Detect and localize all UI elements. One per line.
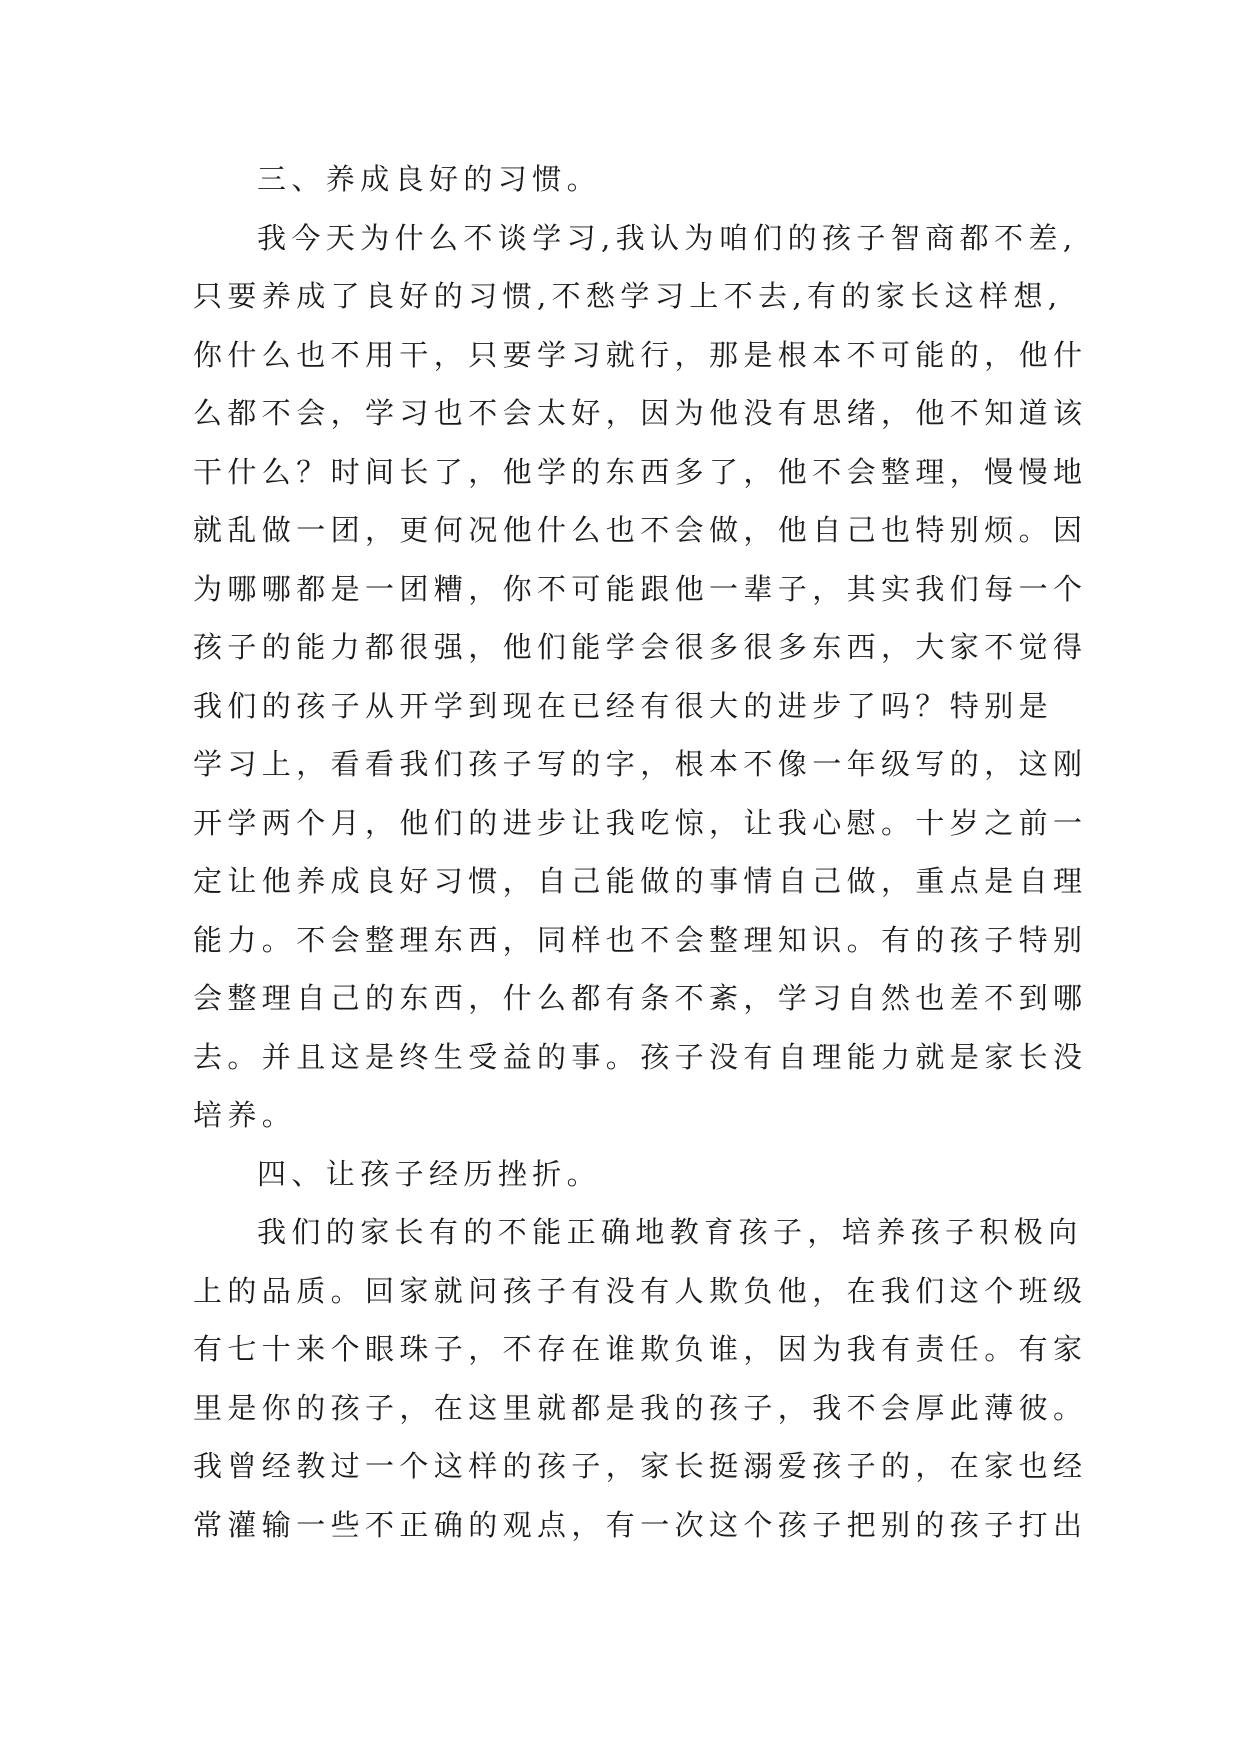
paragraph-line: 你什么也不用干，只要学习就行，那是根本不可能的，他什 xyxy=(193,337,1088,372)
paragraph-line: 有七十来个眼珠子，不存在谁欺负谁，因为我有责任。有家 xyxy=(193,1332,1088,1366)
paragraph-line: 为哪哪都是一团糟，你不可能跟他一辈子，其实我们每一个 xyxy=(193,571,1088,606)
paragraph-line: 我今天为什么不谈学习,我认为咱们的孩子智商都不差, xyxy=(257,220,1078,255)
paragraph-line: 干什么？时间长了，他学的东西多了，他不会整理，慢慢地 xyxy=(193,454,1088,489)
section-heading-4: 四、让孩子经历挫折。 xyxy=(257,1156,602,1191)
paragraph-line: 我们的孩子从开学到现在已经有很大的进步了吗？特别是 xyxy=(193,688,1054,723)
paragraph-line: 培养。 xyxy=(193,1098,297,1132)
paragraph-line: 只要养成了良好的习惯,不愁学习上不去,有的家长这样想, xyxy=(193,279,1063,313)
paragraph-line: 去。并且这是终生受益的事。孩子没有自理能力就是家长没 xyxy=(193,1039,1088,1074)
paragraph-line: 能力。不会整理东西，同样也不会整理知识。有的孩子特别 xyxy=(193,922,1088,957)
paragraph-line: 定让他养成良好习惯，自己能做的事情自己做，重点是自理 xyxy=(193,864,1088,898)
paragraph-line: 我曾经教过一个这样的孩子，家长挺溺爱孩子的，在家也经 xyxy=(193,1449,1088,1483)
paragraph-line: 常灌输一些不正确的观点，有一次这个孩子把别的孩子打出 xyxy=(193,1507,1088,1542)
paragraph-line: 我们的家长有的不能正确地教育孩子，培养孩子积极向 xyxy=(257,1215,1083,1249)
section-heading-3: 三、养成良好的习惯。 xyxy=(257,162,602,196)
paragraph-line: 里是你的孩子，在这里就都是我的孩子，我不会厚此薄彼。 xyxy=(193,1390,1088,1425)
paragraph-line: 会整理自己的东西，什么都有条不紊，学习自然也差不到哪 xyxy=(193,981,1088,1015)
paragraph-line: 么都不会，学习也不会太好，因为他没有思绪，他不知道该 xyxy=(193,396,1088,430)
paragraph-line: 学习上，看看我们孩子写的字，根本不像一年级写的，这刚 xyxy=(193,747,1088,781)
document-body xyxy=(193,150,1088,1554)
paragraph-line: 就乱做一团，更何况他什么也不会做，他自己也特别烦。因 xyxy=(193,513,1088,547)
paragraph-line: 开学两个月，他们的进步让我吃惊，让我心慰。十岁之前一 xyxy=(193,805,1088,840)
paragraph-line: 孩子的能力都很强，他们能学会很多很多东西，大家不觉得 xyxy=(193,630,1088,664)
paragraph-line: 上的品质。回家就问孩子有没有人欺负他，在我们这个班级 xyxy=(193,1273,1088,1308)
